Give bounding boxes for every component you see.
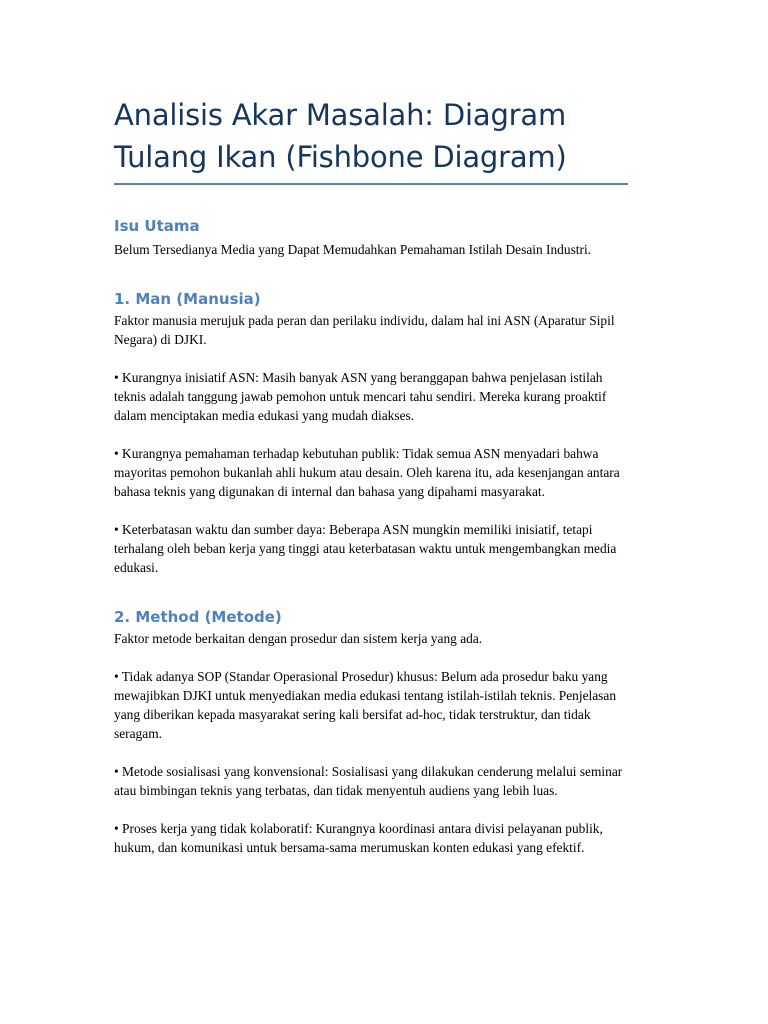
issue-text: Belum Tersedianya Media yang Dapat Memudahkan Pemahaman Istilah Desain Industri. <box>114 242 592 257</box>
document-title: Analisis Akar Masalah: Diagram Tulang Ikan (Fishbone Diagram) <box>114 98 567 174</box>
section-method-heading: 2. Method (Metode) <box>114 608 282 626</box>
section-method-bullet: • Proses kerja yang tidak kolaboratif: Kurangnya koordinasi antara divisi pelayanan publik, hukum, dan komunikasi untuk bersama-sama merumuskan konten edukasi yang efektif. <box>114 821 603 855</box>
section-method-intro: Faktor metode berkaitan dengan prosedur dan sistem kerja yang ada. <box>114 631 483 646</box>
title-divider <box>114 183 628 185</box>
section-man-intro: Faktor manusia merujuk pada peran dan perilaku individu, dalam hal ini ASN (Aparatur Sipil Negara) di DJKI. <box>114 313 615 347</box>
section-man-bullet: • Kurangnya pemahaman terhadap kebutuhan publik: Tidak semua ASN menyadari bahwa mayoritas pemohon bukanlah ahli hukum atau desain. Oleh karena itu, ada kesenjangan antara bahasa teknis yang digunakan di internal dan bahasa yang dipahami masyarakat. <box>114 446 620 499</box>
section-man-bullet: • Kurangnya inisiatif ASN: Masih banyak ASN yang beranggapan bahwa penjelasan istilah teknis adalah tanggung jawab pemohon untuk mencari tahu sendiri. Mereka kurang proaktif dalam menciptakan media edukasi yang mudah diakses. <box>114 370 607 423</box>
section-man-bullet: • Keterbatasan waktu dan sumber daya: Beberapa ASN mungkin memiliki inisiatif, tetapi terhalang oleh beban kerja yang tinggi atau keterbatasan waktu untuk mengembangkan media edukasi. <box>114 522 617 575</box>
issue-heading: Isu Utama <box>114 217 200 235</box>
section-man-heading: 1. Man (Manusia) <box>114 290 261 308</box>
section-method-bullet: • Tidak adanya SOP (Standar Operasional Prosedur) khusus: Belum ada prosedur baku yang mewajibkan DJKI untuk menyediakan media edukasi tentang istilah-istilah teknis. Penjelasan yang diberikan kepada masyarakat sering kali bersifat ad-hoc, tidak terstruktur, dan tidak seragam. <box>114 669 617 741</box>
document-page <box>114 94 634 857</box>
section-method-bullet: • Metode sosialisasi yang konvensional: Sosialisasi yang dilakukan cenderung melalui seminar atau bimbingan teknis yang terbatas, dan tidak menyentuh audiens yang lebih luas. <box>114 764 623 798</box>
